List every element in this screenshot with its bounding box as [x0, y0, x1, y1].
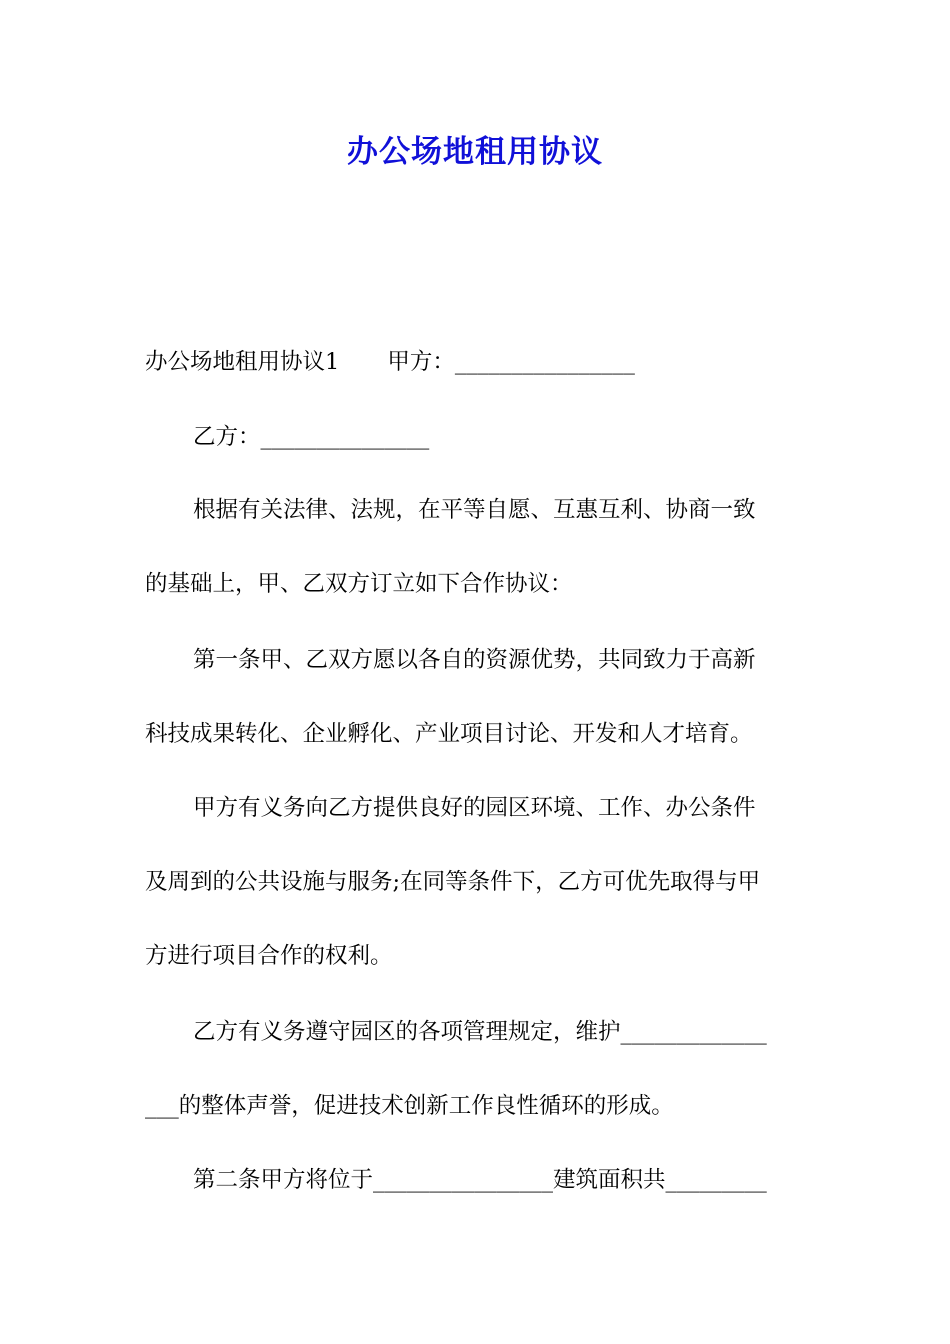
paragraph-line: 的基础上，甲、乙双方订立如下合作协议： — [145, 571, 573, 597]
paragraph-line: 乙方有义务遵守园区的各项管理规定，维护_____________ — [193, 1019, 767, 1045]
paragraph-line: 第二条甲方将位于________________建筑面积共_________ — [193, 1167, 767, 1193]
paragraph-line: 及周到的公共设施与服务;在同等条件下，乙方可优先取得与甲 — [145, 869, 761, 895]
agreement-number: 办公场地租用协议1 — [145, 349, 340, 375]
paragraph-line: 科技成果转化、企业孵化、产业项目讨论、开发和人才培育。 — [145, 721, 753, 747]
party-b-field: 乙方：_______________ — [193, 424, 430, 450]
document-title: 办公场地租用协议 — [347, 134, 603, 170]
paragraph-line: ___的整体声誉，促进技术创新工作良性循环的形成。 — [145, 1093, 674, 1119]
party-a-field: 甲方：________________ — [387, 349, 635, 375]
paragraph-line: 甲方有义务向乙方提供良好的园区环境、工作、办公条件 — [193, 795, 756, 821]
paragraph-line: 根据有关法律、法规，在平等自愿、互惠互利、协商一致 — [193, 497, 756, 523]
paragraph-line: 第一条甲、乙双方愿以各自的资源优势，共同致力于高新 — [193, 647, 756, 673]
paragraph-line: 方进行项目合作的权利。 — [145, 943, 393, 969]
heading-line — [145, 344, 810, 380]
